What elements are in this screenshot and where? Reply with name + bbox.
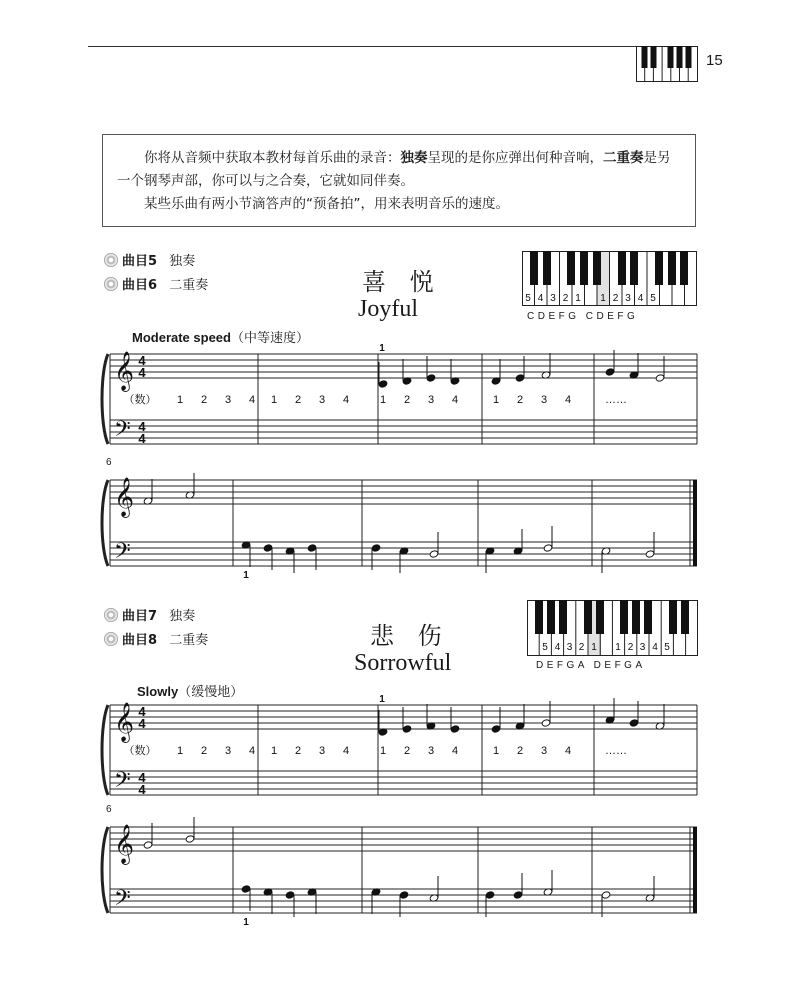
svg-text:4: 4 [342,394,350,406]
svg-text:2: 2 [612,293,619,304]
grand-staff-system-3 [100,693,700,799]
svg-text:2: 2 [516,745,524,757]
keyboard-note-letters: CDEFG CDEFG [527,311,639,322]
piano-keys-icon [636,46,698,82]
keyboard-position-diagram [527,600,698,656]
svg-text:4: 4 [138,704,146,719]
keyboard-note-letters: DEFGA DEFGA [536,660,646,671]
svg-text:1: 1 [492,745,500,757]
tempo-marking: Slowly（缓慢地） [137,684,244,699]
svg-text:4: 4 [564,745,572,757]
keyboard-position-diagram [522,251,697,306]
svg-text:3: 3 [427,394,435,406]
svg-text:4: 4 [138,365,146,380]
svg-text:4: 4 [451,394,459,406]
svg-text:2: 2 [294,745,302,757]
grand-staff-system-2 [100,470,700,582]
piece-title-cn: 悲 伤 [370,622,450,650]
svg-text:5: 5 [650,293,656,304]
svg-text:1: 1 [600,293,606,304]
bass-clef-icon: 𝄢 [114,885,131,915]
svg-text:4: 4 [138,419,146,434]
track-duet[interactable]: 曲目8 二重奏 [104,629,208,648]
piece-title-en: Sorrowful [354,650,452,676]
svg-text:3: 3 [540,394,548,406]
svg-text:2: 2 [200,394,208,406]
svg-text:1: 1 [176,745,184,757]
svg-text:1: 1 [575,293,581,304]
treble-clef-icon: 𝄞 [114,478,135,516]
bass-clef-icon: 𝄢 [114,767,131,797]
svg-text:4: 4 [537,293,544,304]
notice-paragraph-1: 你将从音频中获取本教材每首乐曲的录音：独奏呈现的是你应弹出何种音响，二重奏是另一个钢琴声部，你可以与之合奏，它就如同伴奏。 [117,150,671,189]
svg-text:4: 4 [554,642,561,653]
count-label: （数） [123,394,157,406]
measure-number: 6 [106,457,112,468]
finger-mark: 1 [243,570,249,581]
svg-text:1: 1 [270,394,278,406]
audio-cd-icon [104,277,118,291]
svg-text:1: 1 [591,642,597,653]
svg-text:3: 3 [540,745,548,757]
track-solo[interactable]: 曲目5 独奏 [104,250,195,269]
svg-text:4: 4 [652,642,658,653]
piece-title-en: Joyful [358,296,418,322]
svg-text:5: 5 [525,293,531,304]
svg-text:3: 3 [427,745,435,757]
count-label: （数） [123,745,157,757]
treble-clef-icon: 𝄞 [114,703,135,741]
svg-text:4: 4 [248,745,256,757]
svg-text:4: 4 [637,293,644,304]
svg-text:3: 3 [566,642,573,653]
svg-text:4: 4 [138,716,146,731]
grand-staff-system-4 [100,817,700,929]
piece-title-cn: 喜 悦 [362,268,442,296]
audio-cd-icon [104,608,118,622]
svg-text:1: 1 [379,745,387,757]
svg-text:2: 2 [403,394,411,406]
svg-text:1: 1 [176,394,184,406]
svg-text:2: 2 [516,394,524,406]
bass-clef-icon: 𝄢 [114,538,131,568]
grand-staff-system-1 [100,342,700,448]
svg-text:1: 1 [270,745,278,757]
svg-text:……: …… [605,745,627,757]
svg-text:2: 2 [200,745,208,757]
svg-text:3: 3 [550,293,556,304]
svg-text:3: 3 [625,293,631,304]
svg-text:4: 4 [564,394,572,406]
svg-text:5: 5 [542,642,548,653]
svg-text:3: 3 [318,745,326,757]
svg-text:4: 4 [248,394,256,406]
finger-mark: 1 [379,694,385,705]
audio-cd-icon [104,253,118,267]
svg-text:1: 1 [492,394,500,406]
track-duet[interactable]: 曲目6 二重奏 [104,274,208,293]
track-solo[interactable]: 曲目7 独奏 [104,605,195,624]
audio-cd-icon [104,632,118,646]
svg-text:1: 1 [615,642,621,653]
svg-text:4: 4 [138,782,146,797]
svg-text:3: 3 [224,394,232,406]
treble-clef-icon: 𝄞 [114,825,135,863]
svg-text:4: 4 [138,431,146,446]
svg-text:3: 3 [318,394,326,406]
treble-clef-icon: 𝄞 [114,352,135,390]
measure-number: 6 [106,804,112,815]
page-number: 15 [706,52,723,69]
finger-mark: 1 [379,343,385,354]
finger-mark: 1 [243,917,249,928]
svg-text:4: 4 [138,770,146,785]
header-rule [88,46,698,47]
notice-paragraph-2: 某些乐曲有两小节滴答声的“预备拍”，用来表明音乐的速度。 [144,196,509,212]
intro-notice [102,134,696,227]
svg-text:2: 2 [627,642,634,653]
svg-text:3: 3 [639,642,646,653]
svg-text:2: 2 [578,642,585,653]
tempo-marking: Moderate speed（中等速度） [132,330,309,345]
svg-text:2: 2 [294,394,302,406]
svg-text:……: …… [605,394,627,406]
svg-text:1: 1 [379,394,387,406]
bass-clef-icon: 𝄢 [114,416,131,446]
svg-text:2: 2 [403,745,411,757]
svg-text:4: 4 [138,353,146,368]
svg-text:3: 3 [224,745,232,757]
svg-text:2: 2 [562,293,569,304]
svg-text:4: 4 [342,745,350,757]
svg-text:4: 4 [451,745,459,757]
svg-text:5: 5 [664,642,670,653]
